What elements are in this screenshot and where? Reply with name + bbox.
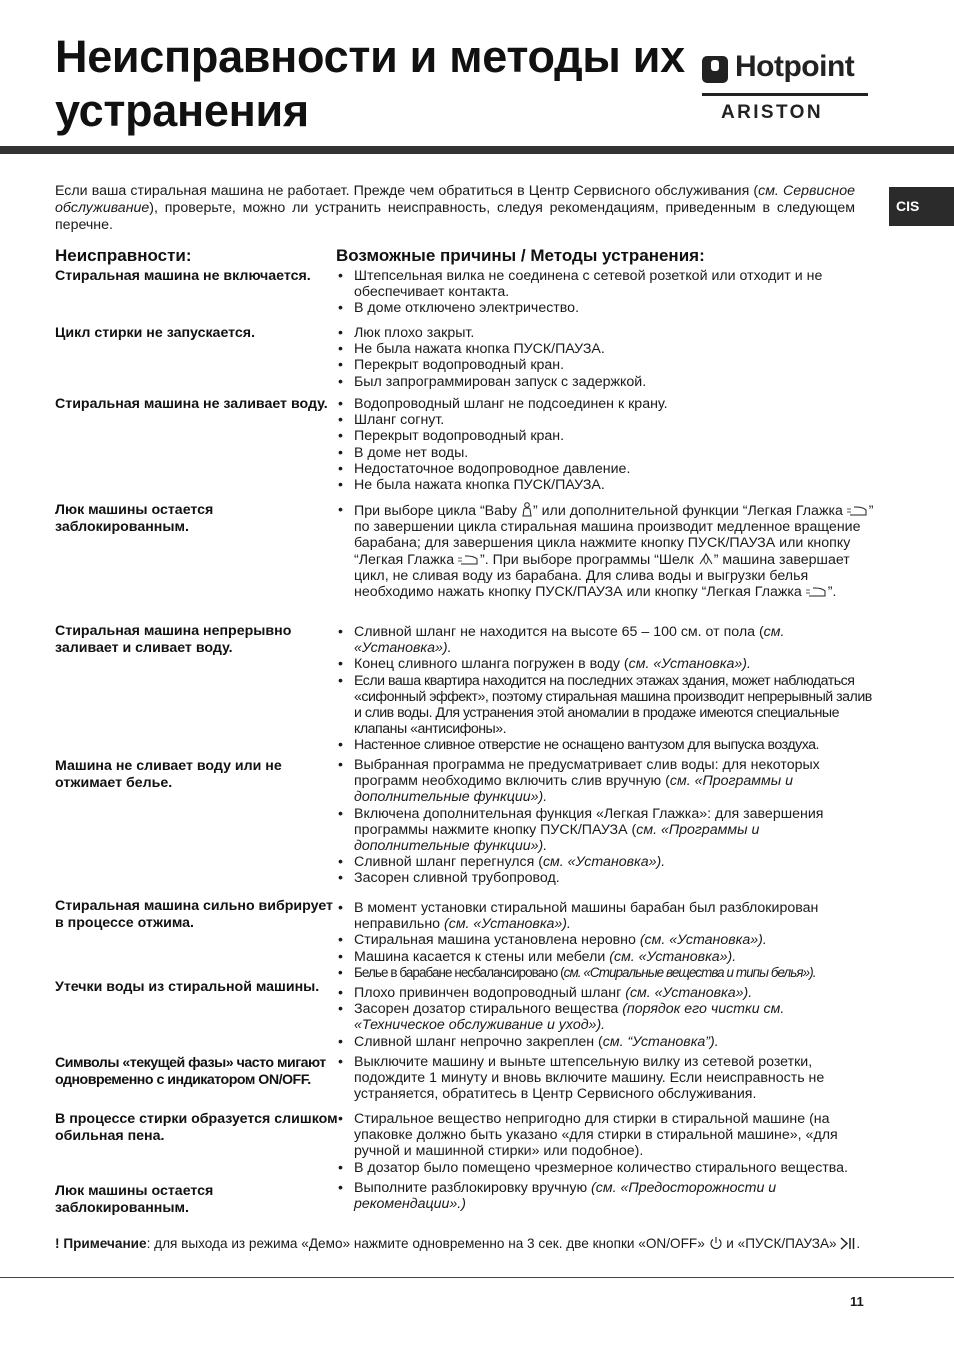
text-run: ”. При выборе программы “Шелк bbox=[480, 551, 698, 568]
cause-item: • Люк плохо закрыт. bbox=[336, 325, 876, 341]
cause-item: • Не была нажата кнопка ПУСК/ПАУЗА. bbox=[336, 477, 876, 493]
page-number: 11 bbox=[850, 1294, 864, 1309]
cause-item bbox=[336, 932, 876, 948]
cause-item bbox=[336, 900, 876, 932]
note-mark: ! bbox=[55, 1236, 60, 1251]
note-text-1: : для выхода из режима «Демо» нажмите одновременно на 3 сек. две кнопки «ON/OFF» bbox=[146, 1236, 709, 1251]
faults-header: Неисправности: bbox=[55, 246, 192, 265]
text-run: Сливной шланг не находится на высоте 65 – 100 см. от пола ( bbox=[354, 624, 764, 640]
ref-run: см. «Установка»). bbox=[628, 656, 751, 673]
ref-run: (см. «Установка»). bbox=[609, 948, 737, 965]
causes-list bbox=[336, 900, 876, 981]
ref-run: см. «Установка»). bbox=[354, 624, 785, 657]
cause-item bbox=[336, 1001, 876, 1033]
fault-label: Стиральная машина непрерывно заливает и сливает воду. bbox=[55, 623, 292, 656]
causes-list bbox=[336, 1111, 876, 1176]
cause-item: • Был запрограммирован запуск с задержкой. bbox=[336, 374, 876, 390]
causes-list bbox=[336, 985, 876, 1050]
fault-label: В процессе стирки образуется слишком обильная пена. bbox=[55, 1111, 338, 1144]
text-run: ” или дополнительной функции “Легкая Глажка bbox=[532, 503, 847, 519]
fault-label: Стиральная машина сильно вибрирует в процессе отжима. bbox=[55, 898, 333, 931]
cause-item: • Штепсельная вилка не соединена с сетевой розеткой или отходит и не обеспечивает контакта. bbox=[336, 268, 876, 300]
cause-item bbox=[336, 854, 876, 870]
ref-run: (см. «Установка»). bbox=[625, 985, 753, 1001]
hotpoint-mark-icon bbox=[702, 56, 728, 83]
intro-ref: см. Сервисное обслуживание bbox=[55, 183, 855, 216]
page-title: Неисправности и методы их устранения bbox=[55, 31, 685, 136]
brand-sub: ARISTON bbox=[721, 102, 823, 123]
cause-item: • Перекрыт водопроводный кран. bbox=[336, 428, 876, 444]
text-run: Стиральная машина установлена неровно bbox=[354, 932, 640, 949]
text-run: Выбранная программа не предусматривает слив воды: для некоторых программ необходимо включить слив вручную ( bbox=[354, 757, 820, 790]
causes-list bbox=[336, 325, 876, 390]
causes-list bbox=[336, 502, 876, 600]
cause-item bbox=[336, 965, 876, 981]
ref-run: см. «Программы и дополнительные функции»). bbox=[354, 773, 794, 806]
text-run: Машина касается к стены или мебели bbox=[354, 948, 610, 965]
text-run: Белье в барабане несбалансировано ( bbox=[354, 964, 564, 980]
text-run: Конец сливного шланга погружен в воду ( bbox=[354, 656, 629, 673]
fault-label: Символы «текущей фазы» часто мигают одновременно с индикатором ON/OFF. bbox=[55, 1055, 326, 1088]
fault-label: Стиральная машина не заливает воду. bbox=[55, 396, 328, 412]
cause-item: • Перекрыт водопроводный кран. bbox=[336, 357, 876, 373]
causes-list bbox=[336, 624, 876, 754]
cause-item bbox=[336, 806, 876, 855]
ref-run: см. “Установка”). bbox=[602, 1033, 719, 1050]
cause-item bbox=[336, 624, 876, 656]
ref-run: см. «Установка»). bbox=[542, 854, 666, 871]
cause-item: • Засорен сливной трубопровод. bbox=[336, 870, 876, 886]
brand-rule bbox=[702, 93, 868, 96]
cause-item bbox=[336, 757, 876, 806]
note-text-2: и «ПУСК/ПАУЗА» bbox=[722, 1236, 841, 1251]
causes-header: Возможные причины / Методы устранения: bbox=[336, 246, 705, 265]
fault-label: Машина не сливает воду или не отжимает белье. bbox=[55, 758, 282, 791]
text-run: ” по завершении цикла стиральная машина производит медленное вращение барабана; для завершения цикла нажмите кнопку ПУСК/ПАУЗА или кнопку “Легкая Глажка bbox=[354, 503, 874, 568]
ref-run: см. «Стиральные вещества и типы белья»). bbox=[563, 964, 816, 980]
ref-run: (см. «Установка»). bbox=[639, 932, 767, 949]
text-run: ”. bbox=[827, 584, 837, 601]
ref-run: (порядок его чистки см. «Техническое обслуживание и уход»). bbox=[354, 1001, 785, 1034]
cause-item bbox=[336, 949, 876, 965]
cause-item: • В доме отключено электричество. bbox=[336, 300, 876, 316]
cause-item bbox=[336, 1180, 876, 1212]
play-pause-icon bbox=[840, 1237, 856, 1250]
intro-text-2: ), проверьте, можно ли устранить неисправность, следуя рекомендациям, приведенным в следующем перечне. bbox=[55, 200, 855, 233]
cause-item: • Водопроводный шланг не подсоединен к крану. bbox=[336, 396, 876, 412]
causes-list bbox=[336, 396, 876, 493]
causes-list bbox=[336, 268, 876, 317]
cause-item: • Шланг согнут. bbox=[336, 412, 876, 428]
brand-name: Hotpoint bbox=[735, 50, 855, 83]
causes-list bbox=[336, 1180, 876, 1212]
fault-label: Люк машины остается заблокированным. bbox=[55, 502, 214, 535]
cause-item bbox=[336, 985, 876, 1001]
cause-item: • Если ваша квартира находится на последних этажах здания, может наблюдаться «сифонный эффект», поэтому стиральная машина производит непрерывный залив и слив воды. Для устранения этой аномалии в продаже имеются специальные клапаны «антисифоны». bbox=[336, 673, 876, 738]
silk-icon bbox=[698, 552, 714, 566]
ref-run: (см. «Установка»). bbox=[444, 916, 571, 933]
causes-list bbox=[336, 757, 876, 887]
intro-text-1: Если ваша стиральная машина не работает. Прежде чем обратиться в Центр Сервисного обслуживания ( bbox=[55, 183, 759, 199]
cause-item: • В дозатор было помещено чрезмерное количество стирального вещества. bbox=[336, 1160, 876, 1176]
easy-iron-icon bbox=[458, 554, 480, 566]
power-icon bbox=[709, 1236, 723, 1250]
text-run: Плохо привинчен водопроводный шланг bbox=[354, 985, 626, 1001]
note-label: Примечание bbox=[63, 1236, 147, 1251]
cause-item bbox=[336, 1034, 876, 1050]
cause-item: • В доме нет воды. bbox=[336, 445, 876, 461]
cause-item: • Настенное сливное отверстие не оснащено вантузом для выпуска воздуха. bbox=[336, 737, 876, 753]
brand-logo bbox=[702, 50, 872, 126]
cause-item bbox=[336, 656, 876, 672]
cause-item: • Недостаточное водопроводное давление. bbox=[336, 461, 876, 477]
note-text-3: . bbox=[856, 1236, 861, 1251]
footer-rule bbox=[0, 1277, 954, 1278]
causes-list bbox=[336, 1054, 876, 1103]
cause-item bbox=[336, 502, 876, 600]
note-paragraph bbox=[55, 1236, 865, 1253]
text-run: Выполните разблокировку вручную bbox=[354, 1180, 592, 1196]
easy-iron-icon bbox=[847, 505, 869, 517]
cause-item: • Не была нажата кнопка ПУСК/ПАУЗА. bbox=[336, 341, 876, 357]
baby-icon bbox=[521, 502, 533, 517]
header-bar bbox=[0, 146, 954, 154]
text-run: Сливной шланг перегнулся ( bbox=[354, 854, 543, 871]
cause-item: • Выключите машину и выньте штепсельную вилку из сетевой розетки, подождите 1 минуту и вновь включите машину. Если неисправность не устраняется, обратитесь в Центр Сервисного обслуживания. bbox=[336, 1054, 876, 1103]
intro-paragraph bbox=[55, 183, 855, 234]
text-run: При выборе цикла “Baby bbox=[354, 503, 521, 519]
ref-run: см. «Программы и дополнительные функции»). bbox=[354, 821, 760, 855]
text-run: ” машина завершает цикл, не сливая воду из барабана. Для слива воды и выгрузки белья необходимо нажать кнопку ПУСК/ПАУЗА или кнопку “Легкая Глажка bbox=[354, 551, 850, 601]
easy-iron-icon bbox=[806, 586, 828, 598]
text-run: В момент установки стиральной машины барабан был разблокирован неправильно bbox=[354, 900, 819, 933]
text-run: Включена дополнительная функция «Легкая Глажка»: для завершения программы нажмите кнопку ПУСК/ПАУЗА ( bbox=[354, 805, 824, 838]
fault-label: Цикл стирки не запускается. bbox=[55, 325, 256, 341]
fault-label: Утечки воды из стиральной машины. bbox=[55, 979, 320, 995]
text-run: Сливной шланг непрочно закреплен ( bbox=[354, 1033, 603, 1050]
fault-label: Люк машины остается заблокированным. bbox=[55, 1183, 214, 1216]
region-tab: CIS bbox=[889, 187, 954, 226]
ref-run: (см. «Предосторожности и рекомендации».) bbox=[354, 1180, 777, 1213]
fault-label: Стиральная машина не включается. bbox=[55, 268, 311, 284]
text-run: Засорен дозатор стирального вещества bbox=[354, 1001, 623, 1018]
cause-item: • Стиральное вещество непригодно для стирки в стиральной машине (на упаковке должно быть указано «для стирки в стиральной машине», «для ручной и машинной стирки» или подобное). bbox=[336, 1111, 876, 1160]
